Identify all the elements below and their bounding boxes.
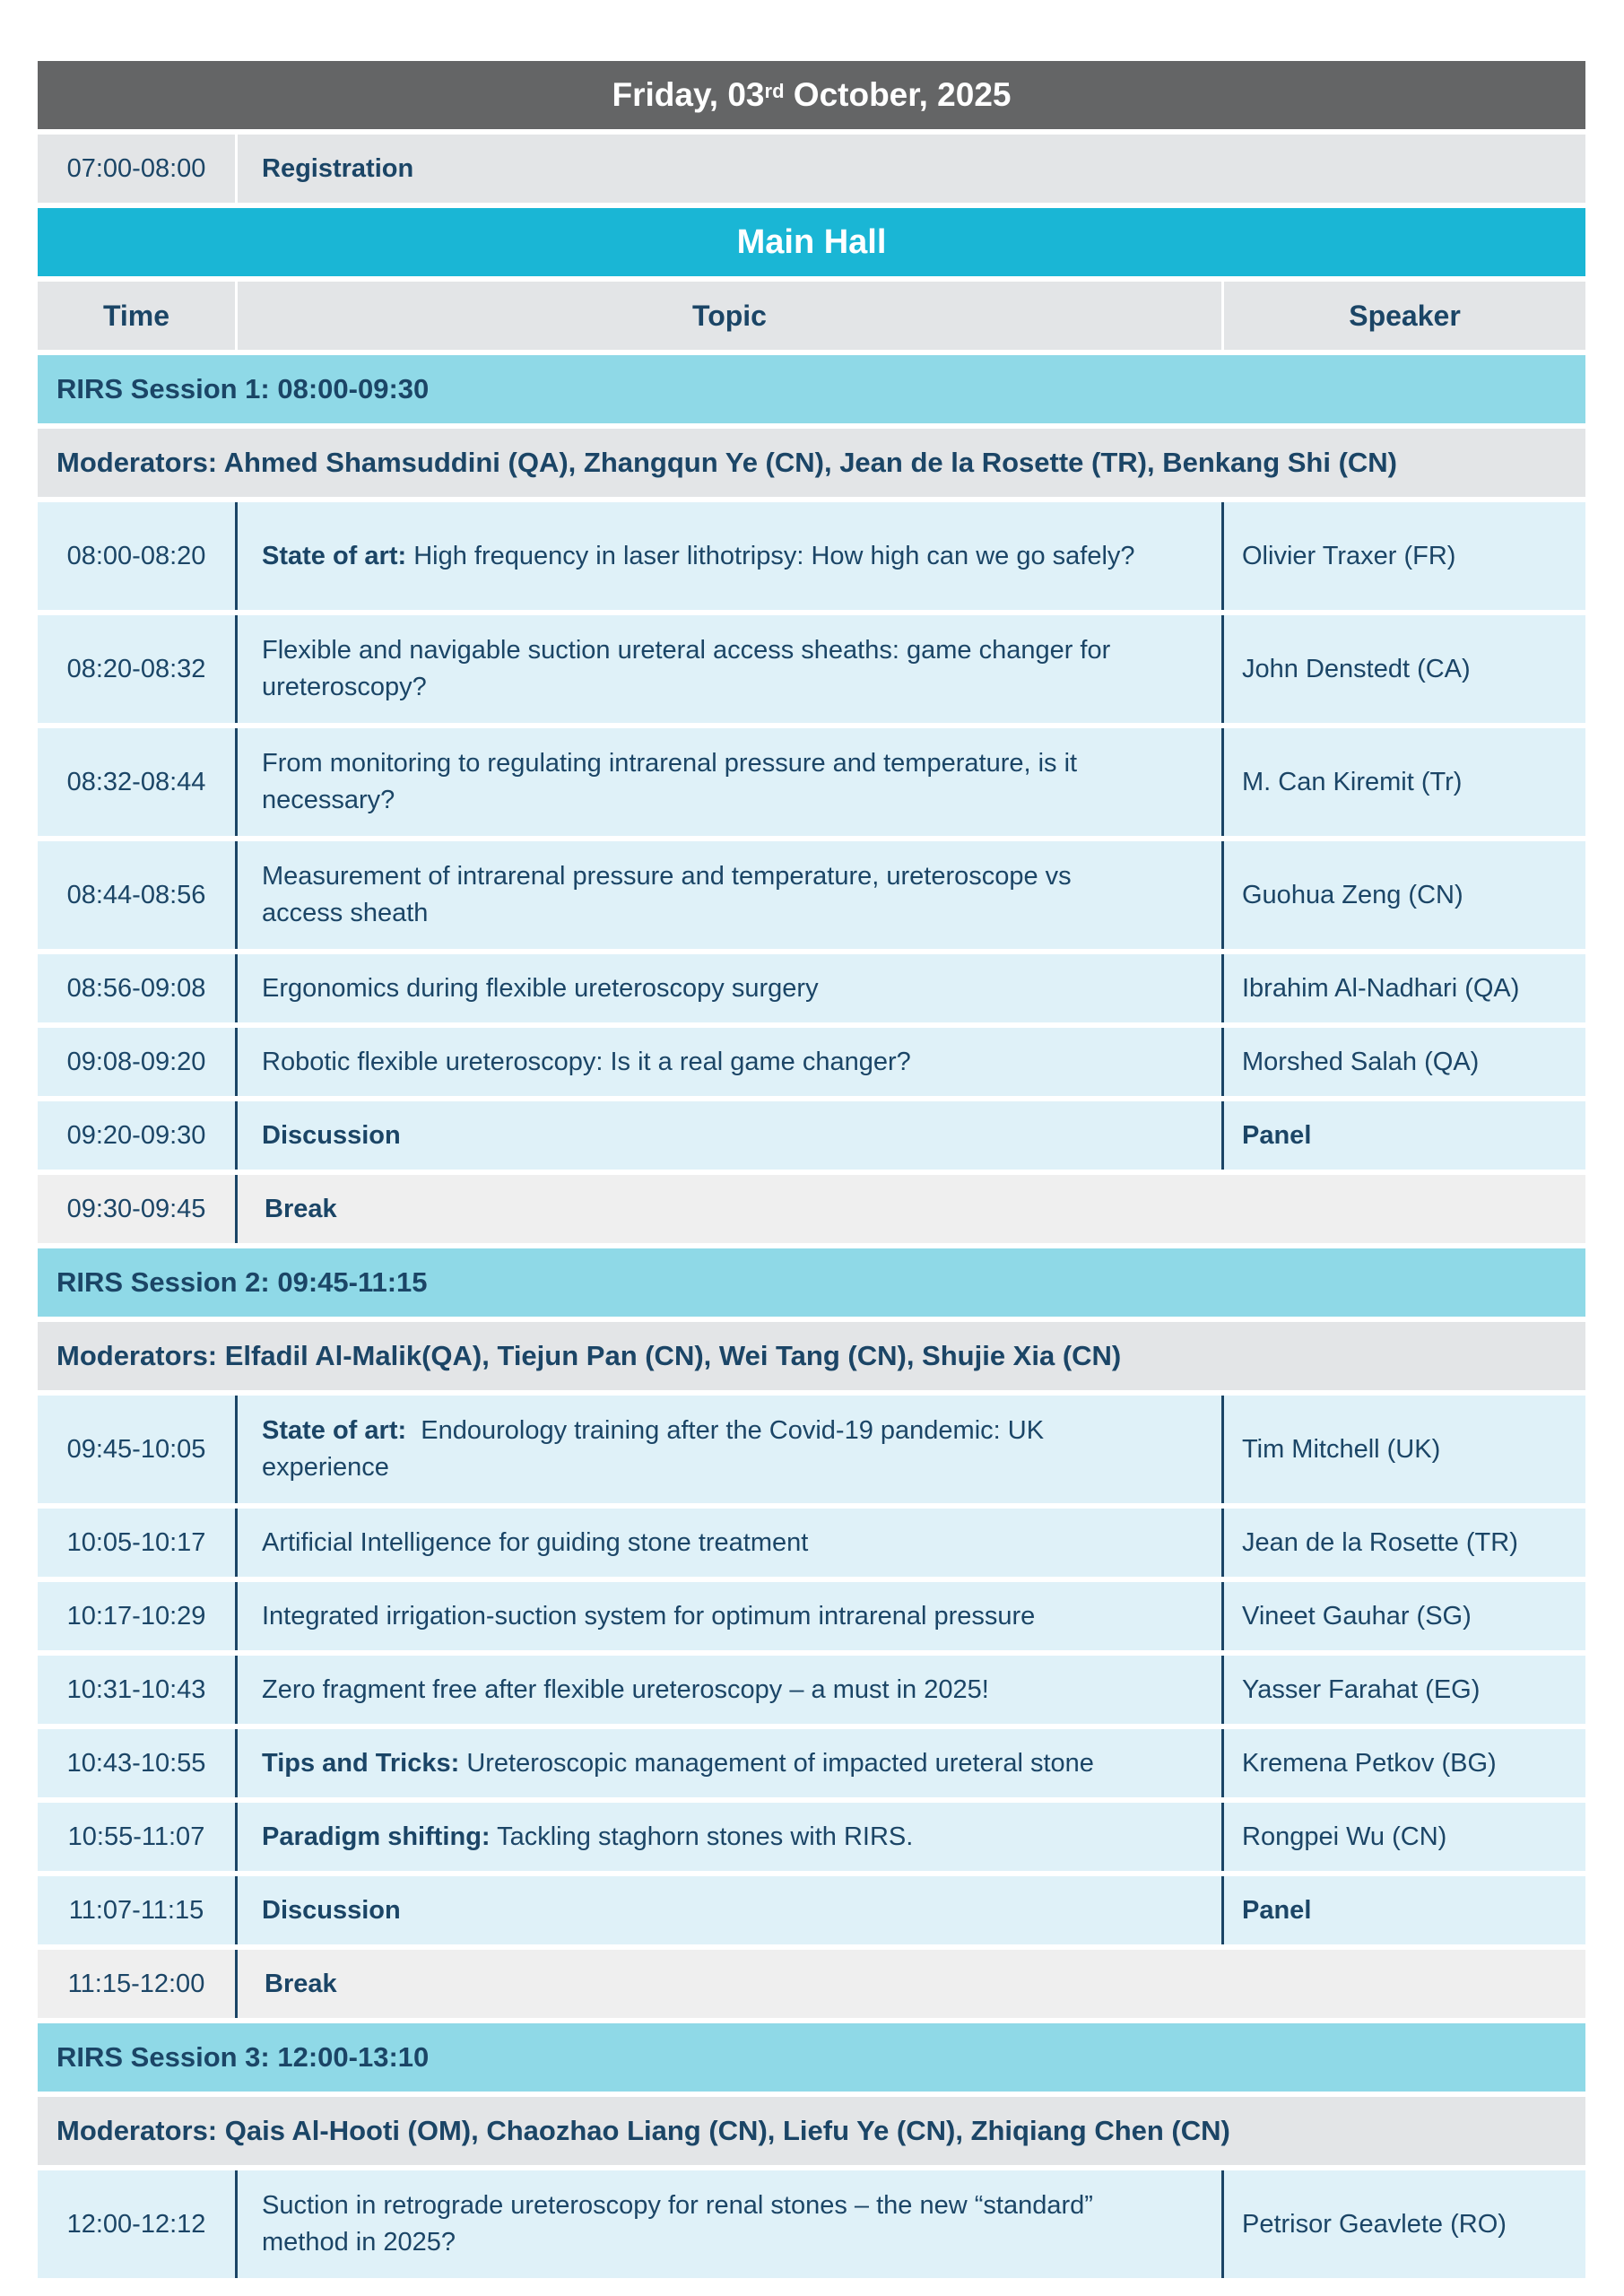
talk-topic-text: Robotic flexible ureteroscopy: Is it a real game changer?	[262, 1047, 911, 1076]
talk-row	[38, 841, 1585, 949]
session-moderators: Moderators: Ahmed Shamsuddini (QA), Zhangqun Ye (CN), Jean de la Rosette (TR), Benkang Shi (CN)	[38, 429, 1585, 497]
talk-topic	[235, 502, 1221, 610]
talk-row	[38, 1803, 1585, 1871]
talk-row	[38, 1509, 1585, 1577]
talk-time: 08:56-09:08	[66, 973, 206, 1003]
talk-topic	[235, 1509, 1221, 1577]
talk-topic	[235, 615, 1221, 723]
talk-topic	[235, 1876, 1221, 1944]
talk-row	[38, 1582, 1585, 1650]
talk-speaker: Tim Mitchell (UK)	[1221, 1396, 1585, 1503]
talk-speaker: Jean de la Rosette (TR)	[1221, 1509, 1585, 1577]
talk-topic-text: Integrated irrigation-suction system for optimum intrarenal pressure	[262, 1601, 1036, 1631]
talk-time: 08:00-08:20	[66, 541, 206, 570]
talk-speaker: Kremena Petkov (BG)	[1221, 1729, 1585, 1797]
talk-topic-prefix: State of art:	[262, 541, 407, 570]
talk-row	[38, 1876, 1585, 1944]
talk-row	[38, 1656, 1585, 1724]
sessions-container	[38, 355, 1585, 2278]
talk-topic	[235, 728, 1221, 836]
talk-topic	[235, 841, 1221, 949]
day-header-prefix: Friday, 03	[612, 76, 765, 113]
talk-speaker: Rongpei Wu (CN)	[1221, 1803, 1585, 1871]
talk-topic-prefix: Discussion	[262, 1120, 401, 1150]
talk-topic	[235, 1803, 1221, 1871]
talk-row	[38, 1028, 1585, 1096]
talk-row	[38, 1101, 1585, 1170]
talk-time: 10:05-10:17	[66, 1527, 206, 1557]
talk-row	[38, 1729, 1585, 1797]
registration-time: 07:00-08:00	[66, 153, 206, 183]
talk-row	[38, 728, 1585, 836]
talk-speaker: Panel	[1221, 1876, 1585, 1944]
talk-topic-text: Ergonomics during flexible ureteroscopy surgery	[262, 973, 819, 1003]
talk-time: 12:00-12:12	[66, 2209, 206, 2239]
talk-time: 09:45-10:05	[66, 1434, 206, 1464]
talk-speaker: Ibrahim Al-Nadhari (QA)	[1221, 954, 1585, 1022]
talk-speaker: Yasser Farahat (EG)	[1221, 1656, 1585, 1724]
talk-topic-text: Ureteroscopic management of impacted ureteral stone	[459, 1748, 1094, 1778]
break-time: 11:15-12:00	[67, 1969, 205, 1998]
talk-topic-text: Tackling staghorn stones with RIRS.	[490, 1822, 914, 1851]
talk-topic	[235, 1582, 1221, 1650]
talk-time: 08:20-08:32	[66, 654, 206, 683]
column-header-topic: Topic	[235, 282, 1221, 350]
talk-speaker: Olivier Traxer (FR)	[1221, 502, 1585, 610]
talk-topic	[235, 1101, 1221, 1170]
talk-topic-prefix: Paradigm shifting:	[262, 1822, 491, 1851]
column-header-time: Time	[102, 299, 170, 332]
talk-time: 10:31-10:43	[66, 1674, 206, 1704]
talk-topic-text: From monitoring to regulating intrarenal pressure and temperature, is it necessary?	[262, 749, 1085, 814]
talk-topic-prefix: Discussion	[262, 1895, 401, 1925]
talk-time: 11:07-11:15	[68, 1895, 204, 1925]
talk-speaker: Morshed Salah (QA)	[1221, 1028, 1585, 1096]
registration-row	[38, 135, 1585, 203]
talk-time: 10:17-10:29	[66, 1601, 206, 1631]
talk-topic-prefix: Tips and Tricks:	[262, 1748, 460, 1778]
talk-speaker: Petrisor Geavlete (RO)	[1221, 2170, 1585, 2278]
session-moderators: Moderators: Elfadil Al-Malik(QA), Tiejun Pan (CN), Wei Tang (CN), Shujie Xia (CN)	[38, 1322, 1585, 1390]
talk-row	[38, 2170, 1585, 2278]
talk-time: 08:44-08:56	[66, 880, 206, 909]
talk-topic-prefix: State of art:	[262, 1416, 407, 1445]
column-header-speaker: Speaker	[1221, 282, 1585, 350]
talk-speaker: Vineet Gauhar (SG)	[1221, 1582, 1585, 1650]
hall-header: Main Hall	[38, 208, 1585, 276]
talk-row	[38, 1396, 1585, 1503]
talk-topic	[235, 954, 1221, 1022]
registration-label: Registration	[235, 135, 1585, 203]
talk-time: 09:08-09:20	[66, 1047, 206, 1076]
talk-topic-text: High frequency in laser lithotripsy: How high can we go safely?	[406, 541, 1135, 570]
talk-topic	[235, 1729, 1221, 1797]
talk-time: 10:55-11:07	[67, 1822, 205, 1851]
talk-speaker: John Denstedt (CA)	[1221, 615, 1585, 723]
break-time: 09:30-09:45	[66, 1194, 206, 1223]
talk-topic-text: Flexible and navigable suction ureteral access sheaths: game changer for ureteroscopy?	[262, 636, 1118, 701]
talk-topic-text: Measurement of intrarenal pressure and temperature, ureteroscope vs access sheath	[262, 862, 1079, 927]
talk-topic	[235, 1028, 1221, 1096]
break-row	[38, 1175, 1585, 1243]
talk-speaker: Guohua Zeng (CN)	[1221, 841, 1585, 949]
talk-topic-text: Suction in retrograde ureteroscopy for renal stones – the new “standard” method in 2025?	[262, 2191, 1100, 2257]
day-header-ordinal: rd	[764, 80, 785, 102]
day-header	[38, 61, 1585, 129]
talk-time: 09:20-09:30	[66, 1120, 206, 1150]
talk-topic	[235, 1396, 1221, 1503]
talk-topic-text: Endourology training after the Covid-19 pandemic: UK experience	[262, 1416, 1052, 1482]
talk-topic-text: Zero fragment free after flexible ureteroscopy – a must in 2025!	[262, 1674, 989, 1704]
talk-topic-text: Artificial Intelligence for guiding stone treatment	[262, 1527, 809, 1557]
talk-time: 08:32-08:44	[66, 767, 206, 796]
program-table	[38, 61, 1585, 2283]
column-header-row	[38, 282, 1585, 350]
talk-row	[38, 615, 1585, 723]
talk-speaker: Panel	[1221, 1101, 1585, 1170]
talk-row	[38, 954, 1585, 1022]
session-moderators: Moderators: Qais Al-Hooti (OM), Chaozhao Liang (CN), Liefu Ye (CN), Zhiqiang Chen (CN)	[38, 2097, 1585, 2165]
session-title: RIRS Session 3: 12:00-13:10	[38, 2023, 1585, 2092]
talk-topic	[235, 2170, 1221, 2278]
session-title: RIRS Session 1: 08:00-09:30	[38, 355, 1585, 423]
break-label: Break	[235, 1950, 1585, 2018]
break-row	[38, 1950, 1585, 2018]
break-label: Break	[235, 1175, 1585, 1243]
talk-row	[38, 502, 1585, 610]
session-title: RIRS Session 2: 09:45-11:15	[38, 1248, 1585, 1317]
talk-time: 10:43-10:55	[66, 1748, 206, 1778]
talk-topic	[235, 1656, 1221, 1724]
talk-speaker: M. Can Kiremit (Tr)	[1221, 728, 1585, 836]
day-header-suffix: October, 2025	[784, 76, 1012, 113]
